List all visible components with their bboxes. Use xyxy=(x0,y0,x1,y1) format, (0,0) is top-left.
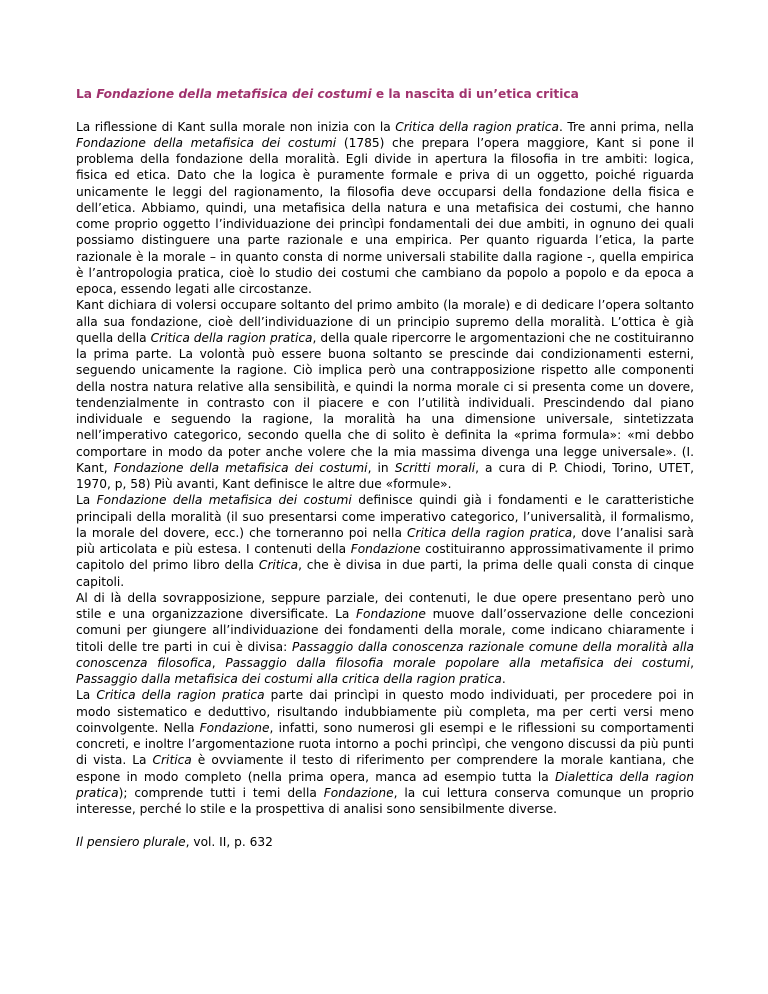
document-title xyxy=(76,86,694,102)
title-part-italic: Fondazione della metafisica dei costumi xyxy=(96,87,372,101)
text-run: La riflessione di Kant sulla morale non inizia con la xyxy=(76,119,396,134)
text-run-italic: Passaggio dalla conoscenza razionale comune della moralità alla conoscenza filosofica xyxy=(76,639,695,670)
text-run: , che è divisa in due parti, la prima delle quali consta di cinque capitoli. xyxy=(76,558,694,589)
text-run-italic: Fondazione xyxy=(356,607,426,621)
text-run-italic: Fondazione della metafisica dei costumi xyxy=(96,493,352,508)
text-run-italic: Fondazione xyxy=(350,542,421,556)
text-run-italic: Critica della ragion pratica xyxy=(406,525,573,540)
text-run: ); comprende tutti i temi della xyxy=(118,785,324,800)
text-run-italic: Critica xyxy=(152,753,192,768)
text-run: , xyxy=(211,655,226,670)
text-run-italic: Critica xyxy=(258,558,299,573)
text-run: , xyxy=(690,655,694,670)
text-run: parte dai princìpi in questo modo individuati, per procedere poi in modo sistematico e deduttivo, risultando indubbiamente più completa, ma per certi versi meno coinvolgente. Nella xyxy=(76,688,694,735)
paragraph-4 xyxy=(76,590,694,688)
text-run: , in xyxy=(367,460,395,475)
text-run: (1785) che prepara l’opera maggiore, Kant si pone il problema della fondazione della moralità. Egli divide in apertura la filosofia in tre ambiti: logica, fisica ed etica. Dato che la logica è puramente formale e priva di un oggetto, poiché riguarda unicamente le leggi del ragionamento, la filosofia deve occuparsi della fondazione della fisica e dell’etica. Abbiamo, quindi, una metafisica della natura e una metafisica dei costumi, che hanno come proprio oggetto l’individuazione dei princìpi fondamentali dei due ambiti, in ognuno dei quali possiamo distinguere una parte razionale e una empirica. Per quanto riguarda l’etica, la parte razionale è la morale – in quanto consta di norme universali stabilite dalla ragione -, quella empirica è l’antropologia pratica, cioè lo studio dei costumi che cambiano da popolo a popolo e da epoca a epoca, essendo legati alle circostanze. xyxy=(76,135,694,296)
text-run: , della quale ripercorre le argomentazioni che ne costituiranno la prima parte. La volontà può essere buona soltanto se prescinde dai condizionamenti esterni, seguendo unicamente la ragione. Ciò implica però una contrapposizione rispetto alle componenti della nostra natura relative alla sensibilità, e quindi la norma morale ci si presenta come un dovere, tendenzialmente in contrasto con il piacere e con l’utilità individuali. Prescindendo dal piano individuale e seguendo la ragione, la moralità ha una dimensione universale, sintetizzata nell’imperativo categorico, secondo quella che di solito è definita la «prima formula»: «mi debbo comportare in modo da poter anche volere che la mia massima divenga una legge universale». (I. Kant, xyxy=(76,330,694,475)
text-run: , dove l’analisi sarà più articolata e più estesa. I contenuti della xyxy=(76,525,694,556)
text-run: La xyxy=(76,688,97,703)
paragraph-1 xyxy=(76,119,694,298)
citation-detail: , vol. II, p. 632 xyxy=(185,834,273,849)
text-run: costituiranno approssimativamente il primo capitolo del primo libro della xyxy=(76,542,694,573)
document-page xyxy=(76,86,694,850)
text-run: muove dall’osservazione delle concezioni comuni per giungere all’individuazione dei fondamenti della morale, come indicano chiaramente i titoli delle tre parti in cui è divisa: xyxy=(76,607,694,654)
title-part: La xyxy=(76,87,97,101)
text-run: , a cura di P. Chiodi, Torino, UTET, 1970, p, 58) Più avanti, Kant definisce le altre due «formule». xyxy=(76,460,694,491)
text-run-italic: Critica della ragion pratica xyxy=(96,688,265,703)
text-run-italic: Passaggio dalla filosofia morale popolare alla metafisica dei costumi xyxy=(225,655,691,670)
paragraph-5 xyxy=(76,687,694,817)
text-run-italic: Fondazione xyxy=(323,785,394,800)
text-run: è ovviamente il testo di riferimento per comprendere la morale kantiana, che espone in modo completo (nella prima opera, manca ad esempio tutta la xyxy=(76,753,694,784)
text-run-italic: Fondazione della metafisica dei costumi xyxy=(76,135,337,150)
text-run: La xyxy=(76,493,97,508)
text-run: Al di là della sovrapposizione, seppure parziale, dei contenuti, le due opere presentano però uno stile e una organizzazione diversificate. La xyxy=(76,590,694,621)
text-run-italic: Critica della ragion pratica xyxy=(395,119,559,134)
text-run: . xyxy=(501,672,506,686)
paragraph-2 xyxy=(76,297,694,492)
text-run: . Tre anni prima, nella xyxy=(558,119,694,134)
title-part: e la nascita di un’etica critica xyxy=(371,87,579,101)
text-run: , infatti, sono numerosi gli esempi e le riflessioni su comportamenti concreti, e inoltre l’argomentazione ruota intorno a pochi princìpi, che vengono discussi da più punti di vista. La xyxy=(76,720,694,768)
text-run-italic: Critica della ragion pratica xyxy=(150,330,313,345)
text-run: definisce quindi già i fondamenti e le caratteristiche principali della moralità (il suo presentarsi come imperativo categorico, l’universalità, il formalismo, la morale del dovere, ecc.) che torneranno poi nella xyxy=(76,493,694,540)
citation-title: Il pensiero plurale xyxy=(76,834,186,849)
text-run: Kant dichiara di volersi occupare soltanto del primo ambito (la morale) e di dedicare l’opera soltanto alla sua fondazione, cioè dell’individuazione di un principio supremo della moralità. L’ottica è già quella della xyxy=(76,298,694,345)
source-citation xyxy=(76,834,694,850)
text-run-italic: Scritti morali xyxy=(394,460,476,475)
text-run-italic: Fondazione della metafisica dei costumi xyxy=(113,460,368,475)
text-run: , la cui lettura conserva comunque un proprio interesse, perché lo stile e la prospettiva di analisi sono sensibilmente diverse. xyxy=(76,785,694,816)
text-run-italic: Dialettica della ragion pratica xyxy=(76,769,694,800)
paragraph-3 xyxy=(76,492,694,590)
text-run-italic: Fondazione xyxy=(199,720,270,735)
text-run-italic: Passaggio dalla metafisica dei costumi alla critica della ragion pratica xyxy=(76,672,502,686)
